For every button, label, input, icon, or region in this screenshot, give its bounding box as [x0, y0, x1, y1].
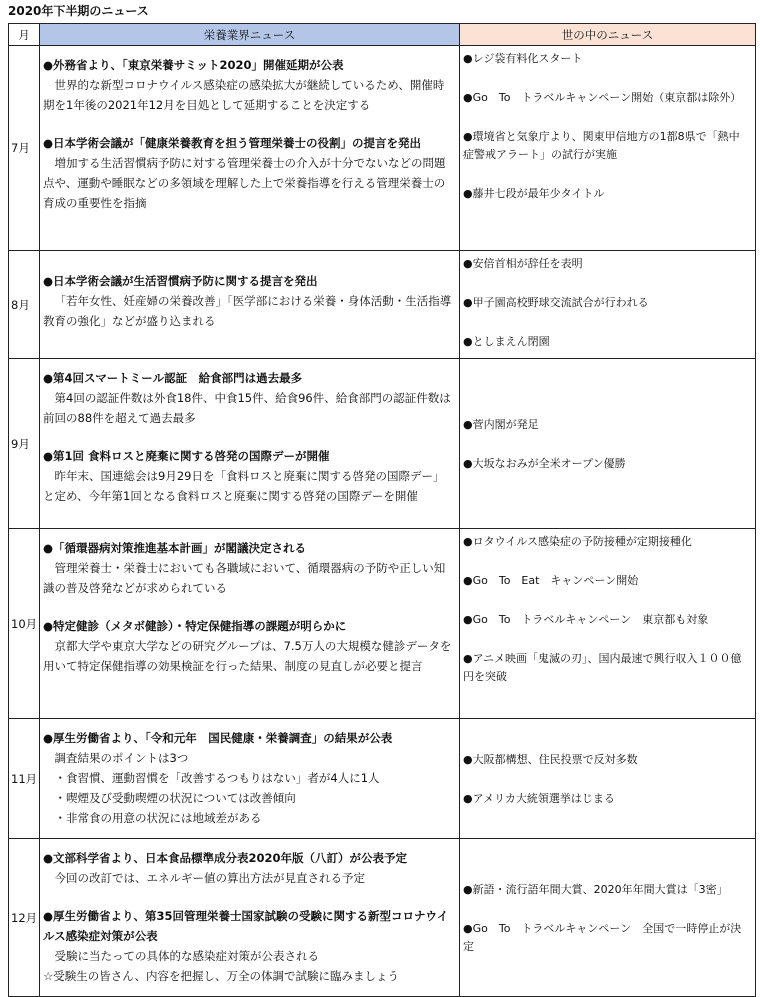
nutrition-news-cell — [40, 719, 460, 839]
news-item-body: 「若年女性、妊産婦の栄養改善」「医学部における栄養・身体活動・生活指導教育の強化」などが盛り込まれる — [43, 294, 452, 328]
header-nutrition-news: 栄養業界ニュース — [40, 24, 460, 46]
table-row — [9, 719, 756, 839]
news-item-body: 昨年末、国連総会は9月29日を「食料ロスと廃棄に関する啓発の国際デー」と定め、今年第1回となる食料ロスと廃棄に関する啓発の国際デーを開催 — [43, 469, 445, 503]
news-item-body: 京都大学や東京大学などの研究グループは、7.5万人の大規模な健診データを用いて特定保健指導の効果検証を行った結果、制度の見直しが必要と提言 — [43, 639, 452, 673]
header-month: 月 — [9, 24, 40, 46]
news-item-title: ●日本学術会議が「健康栄養教育を担う管理栄養士の役割」の提言を発出 — [43, 136, 422, 150]
news-item-title: ●「循環器病対策推進基本計画」が閣議決定される — [43, 541, 307, 555]
table-row — [9, 359, 756, 529]
table-row — [9, 839, 756, 997]
news-item-body: 管理栄養士・栄養士においても各職域において、循環器病の予防や正しい知識の普及啓発などが求められている — [43, 561, 446, 595]
table-row — [9, 529, 756, 719]
world-news-item: ●Go To トラベルキャンペーン 全国で一時停止が決定 — [463, 921, 742, 953]
world-news-item: ●アメリカ大統領選挙はじまる — [463, 791, 615, 805]
news-item-body: 増加する生活習慣病予防に対する管理栄養士の介入が十分でないなどの問題点や、運動や睡眠などの多領域を理解した上で栄養指導を行える管理栄養士の育成の重要性を指摘 — [43, 156, 446, 210]
nutrition-news-cell — [40, 251, 460, 359]
world-news-item: ●ロタウイルス感染症の予防接種が定期接種化 — [463, 535, 692, 548]
month-cell: 9月 — [9, 359, 40, 529]
exam-note: ☆受験生の皆さん、内容を把握し、万全の体調で試験に臨みましょう — [43, 969, 399, 983]
header-world-news: 世の中のニュース — [460, 24, 756, 46]
news-item-body: 第4回の認証件数は外食18件、中食15件、給食96件、給食部門の認証件数は前回の88件を超えて過去最多 — [43, 391, 451, 425]
news-item-title: ●第4回スマートミール認証 給食部門は過去最多 — [43, 371, 303, 385]
world-news-item: ●大阪都構想、住民投票で反対多数 — [463, 752, 638, 766]
world-news-item: ●安倍首相が辞任を表明 — [463, 257, 583, 270]
world-news-cell — [460, 529, 756, 719]
nutrition-news-cell — [40, 46, 460, 251]
month-cell: 10月 — [9, 529, 40, 719]
news-item-title: ●厚生労働省より、第35回管理栄養士国家試験の受験に関する新型コロナウイルス感染症対策が公表 — [43, 909, 449, 943]
month-cell: 12月 — [9, 839, 40, 997]
survey-point: ・食習慣、運動習慣を「改善するつもりはない」者が4人に1人 — [54, 771, 380, 785]
world-news-item: ●Go To トラベルキャンペーン開始（東京都は除外） — [463, 91, 742, 104]
nutrition-news-cell — [40, 529, 460, 719]
world-news-item: ●新語・流行語年間大賞、2020年年間大賞は「3密」 — [463, 882, 728, 896]
world-news-item: ●藤井七段が最年少タイトル — [463, 187, 605, 200]
survey-point: ・非常食の用意の状況には地域差がある — [54, 811, 262, 825]
world-news-cell — [460, 46, 756, 251]
world-news-item: ●大坂なおみが全米オープン優勝 — [463, 456, 626, 470]
news-item-title: ●文部科学省より、日本食品標準成分表2020年版（八訂）が公表予定 — [43, 851, 408, 865]
world-news-cell — [460, 359, 756, 529]
news-item-body: 今回の改訂では、エネルギー値の算出方法が見直される予定 — [54, 871, 365, 885]
news-item-title: ●第1回 食料ロスと廃棄に関する啓発の国際デーが開催 — [43, 449, 330, 463]
month-cell: 8月 — [9, 251, 40, 359]
survey-point: ・喫煙及び受動喫煙の状況については改善傾向 — [54, 791, 296, 805]
world-news-cell — [460, 251, 756, 359]
world-news-item: ●アニメ映画「鬼滅の刃」、国内最速で興行収入１００億円を突破 — [463, 652, 742, 683]
nutrition-news-cell — [40, 839, 460, 997]
world-news-item: ●レジ袋有料化スタート — [463, 52, 583, 65]
news-item-body: 調査結果のポイントは3つ — [54, 751, 189, 765]
table-row — [9, 46, 756, 251]
news-table — [8, 23, 756, 997]
table-row — [9, 251, 756, 359]
header-row — [9, 24, 756, 46]
news-item-title: ●厚生労働省より、「令和元年 国民健康・栄養調査」の結果が公表 — [43, 731, 393, 745]
world-news-item: ●としまえん閉園 — [463, 335, 550, 348]
news-item-body: 受験に当たっての具体的な感染症対策が公表される — [54, 949, 319, 963]
world-news-cell — [460, 719, 756, 839]
page-title: 2020年下半期のニュース — [8, 4, 149, 18]
world-news-item: ●Go To Eat キャンペーン開始 — [463, 574, 639, 587]
month-cell: 11月 — [9, 719, 40, 839]
news-item-body: 世界的な新型コロナウイルス感染症の感染拡大が継続しているため、開催時期を1年後の2021年12月を目処として延期することを決定する — [43, 78, 445, 112]
world-news-item: ●菅内閣が発足 — [463, 417, 539, 431]
news-item-title: ●外務省より、「東京栄養サミット2020」開催延期が公表 — [43, 58, 344, 72]
world-news-item: ●甲子園高校野球交流試合が行われる — [463, 296, 649, 309]
world-news-item: ●Go To トラベルキャンペーン 東京都も対象 — [463, 613, 709, 626]
month-cell: 7月 — [9, 46, 40, 251]
news-item-title: ●日本学術会議が生活習慣病予防に関する提言を発出 — [43, 274, 318, 288]
world-news-item: ●環境省と気象庁より、関東甲信地方の1都8県で「熱中症警戒アラート」の試行が実施 — [463, 130, 740, 161]
news-item-title: ●特定健診（メタボ健診）・特定保健指導の課題が明らかに — [43, 619, 347, 633]
nutrition-news-cell — [40, 359, 460, 529]
world-news-cell — [460, 839, 756, 997]
